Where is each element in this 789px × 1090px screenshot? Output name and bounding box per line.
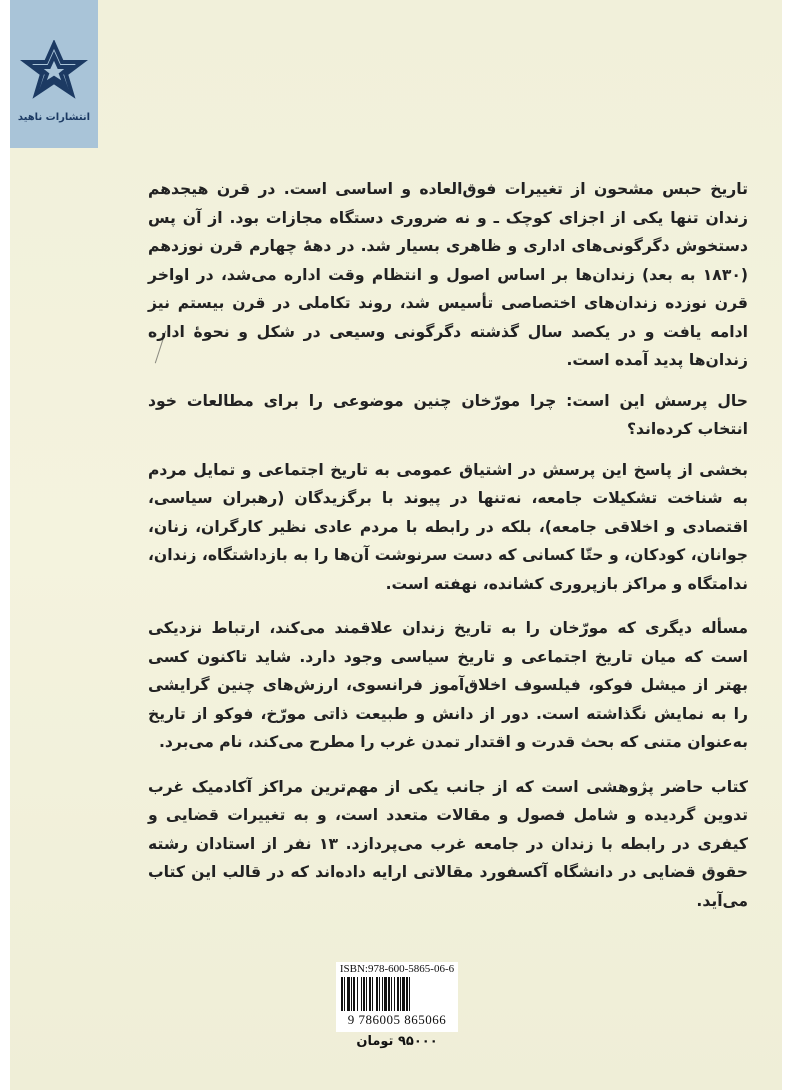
barcode-bar [382,977,383,1011]
barcode-bar [369,977,371,1011]
barcode-bar [400,977,401,1011]
barcode-label [336,962,458,1032]
barcode-bar [409,977,410,1011]
barcode-bar [379,977,380,1011]
barcode-bar [341,977,343,1011]
barcode-bar [347,977,350,1011]
paragraph-history-of-prison: تاریخ حبس مشحون از تغییرات فوق‌العاده و اساسی است. در قرن هیجدهم زندان تنها یکی از اجزای کوچک ـ و نه ضروری دستگاه مجازات بود. از آن پس دستخوش دگرگونی‌های اداری و ظاهری بسیار شد. در دههٔ چهارم قرن نوزدهم (۱۸۳۰ به بعد) زندان‌ها بر اساس اصول و انتظام وقت اداره می‌شد، در اواخر قرن نوزده زندان‌های اختصاصی تأسیس شد، روند تکاملی در قرن بیستم نیز ادامه یافت و در یکصد سال گذشته دگرگونی وسیعی در شکل و نحوهٔ اداره زندان‌ها پدید آمده است. [148,180,748,369]
paragraph-question: حال پرسش این است: چرا مورّخان چنین موضوعی را برای مطالعات خود انتخاب کرده‌اند؟ [148,391,748,438]
barcode-bar [406,977,408,1011]
price-label: ۹۵۰۰۰ تومان [356,1034,438,1049]
barcode-bar [372,977,373,1011]
barcode-icon [339,977,455,1013]
barcode-bar [351,977,352,1011]
publisher-badge [10,0,98,148]
publisher-name: انتشارات ناهید [17,112,91,123]
barcode-bar [366,977,367,1011]
barcode-bar [361,977,362,1011]
paragraph-answer: بخشی از پاسخ این پرسش در اشتیاق عمومی به تاریخ اجتماعی و تمایل مردم به شناخت تشکیلات جامعه، نه‌تنها در پیوند با برگزیدگان (رهبران سیاسی، اقتصادی و اخلاقی جامعه)، بلکه در رابطه با مردم عادی نظیر کارگران، زنان، جوانان، کودکان، و حتّا کسانی که دست سرنوشت آن‌ها را به بازداشتگاه، زندان، ندامتگاه و مراکز بازپروری کشانده، نهفته است. [148,460,748,593]
barcode-bar [391,977,392,1011]
paragraph-foucault: مسأله دیگری که مورّخان را به تاریخ زندان علاقمند می‌کند، ارتباط نزدیکی است که میان تاریخ اجتماعی و تاریخ سیاسی وجود دارد. شاید تاکنون کسی بهتر از میشل فوکو، فیلسوف اخلاق‌آموز فرانسوی، ارزش‌های چنین گرایشی را به نمایش نگذاشته است. دور از دانش و طبیعت ذاتی مورّخ، فوکو از تاریخ به‌عنوان متنی که بحث قدرت و اقتدار تمدن غرب را مطرح می‌کند، نام می‌برد. [148,619,748,751]
barcode-bar [384,977,387,1011]
barcode-bar [402,977,405,1011]
barcode-bar [363,977,365,1011]
barcode-bar [394,977,395,1011]
paragraph-book-description: کتاب حاضر پژوهشی است که از جانب یکی از مهم‌ترین مراکز آکادمیک غرب تدوین گردیده و شامل فصول و مقالات متعدد است، و به تغییرات قضایی و کیفری در رابطه با زندان در جامعه غرب می‌پردازد. ۱۳ نفر از استادان رشته حقوق قضایی در دانشگاه آکسفورد مقالاتی ارایه داده‌اند که در قالب این کتاب می‌آید. [148,777,749,910]
isbn-text: ISBN:978-600-5865-06-6 [339,963,455,975]
barcode-bar [388,977,390,1011]
barcode-bar [357,977,358,1011]
back-cover-text [148,175,748,915]
barcode-bar [397,977,399,1011]
barcode-bar [353,977,355,1011]
barcode-number: 9 786005 865066 [347,1012,447,1027]
barcode-bar [376,977,378,1011]
barcode-bar [344,977,345,1011]
star-logo-icon [20,40,88,108]
